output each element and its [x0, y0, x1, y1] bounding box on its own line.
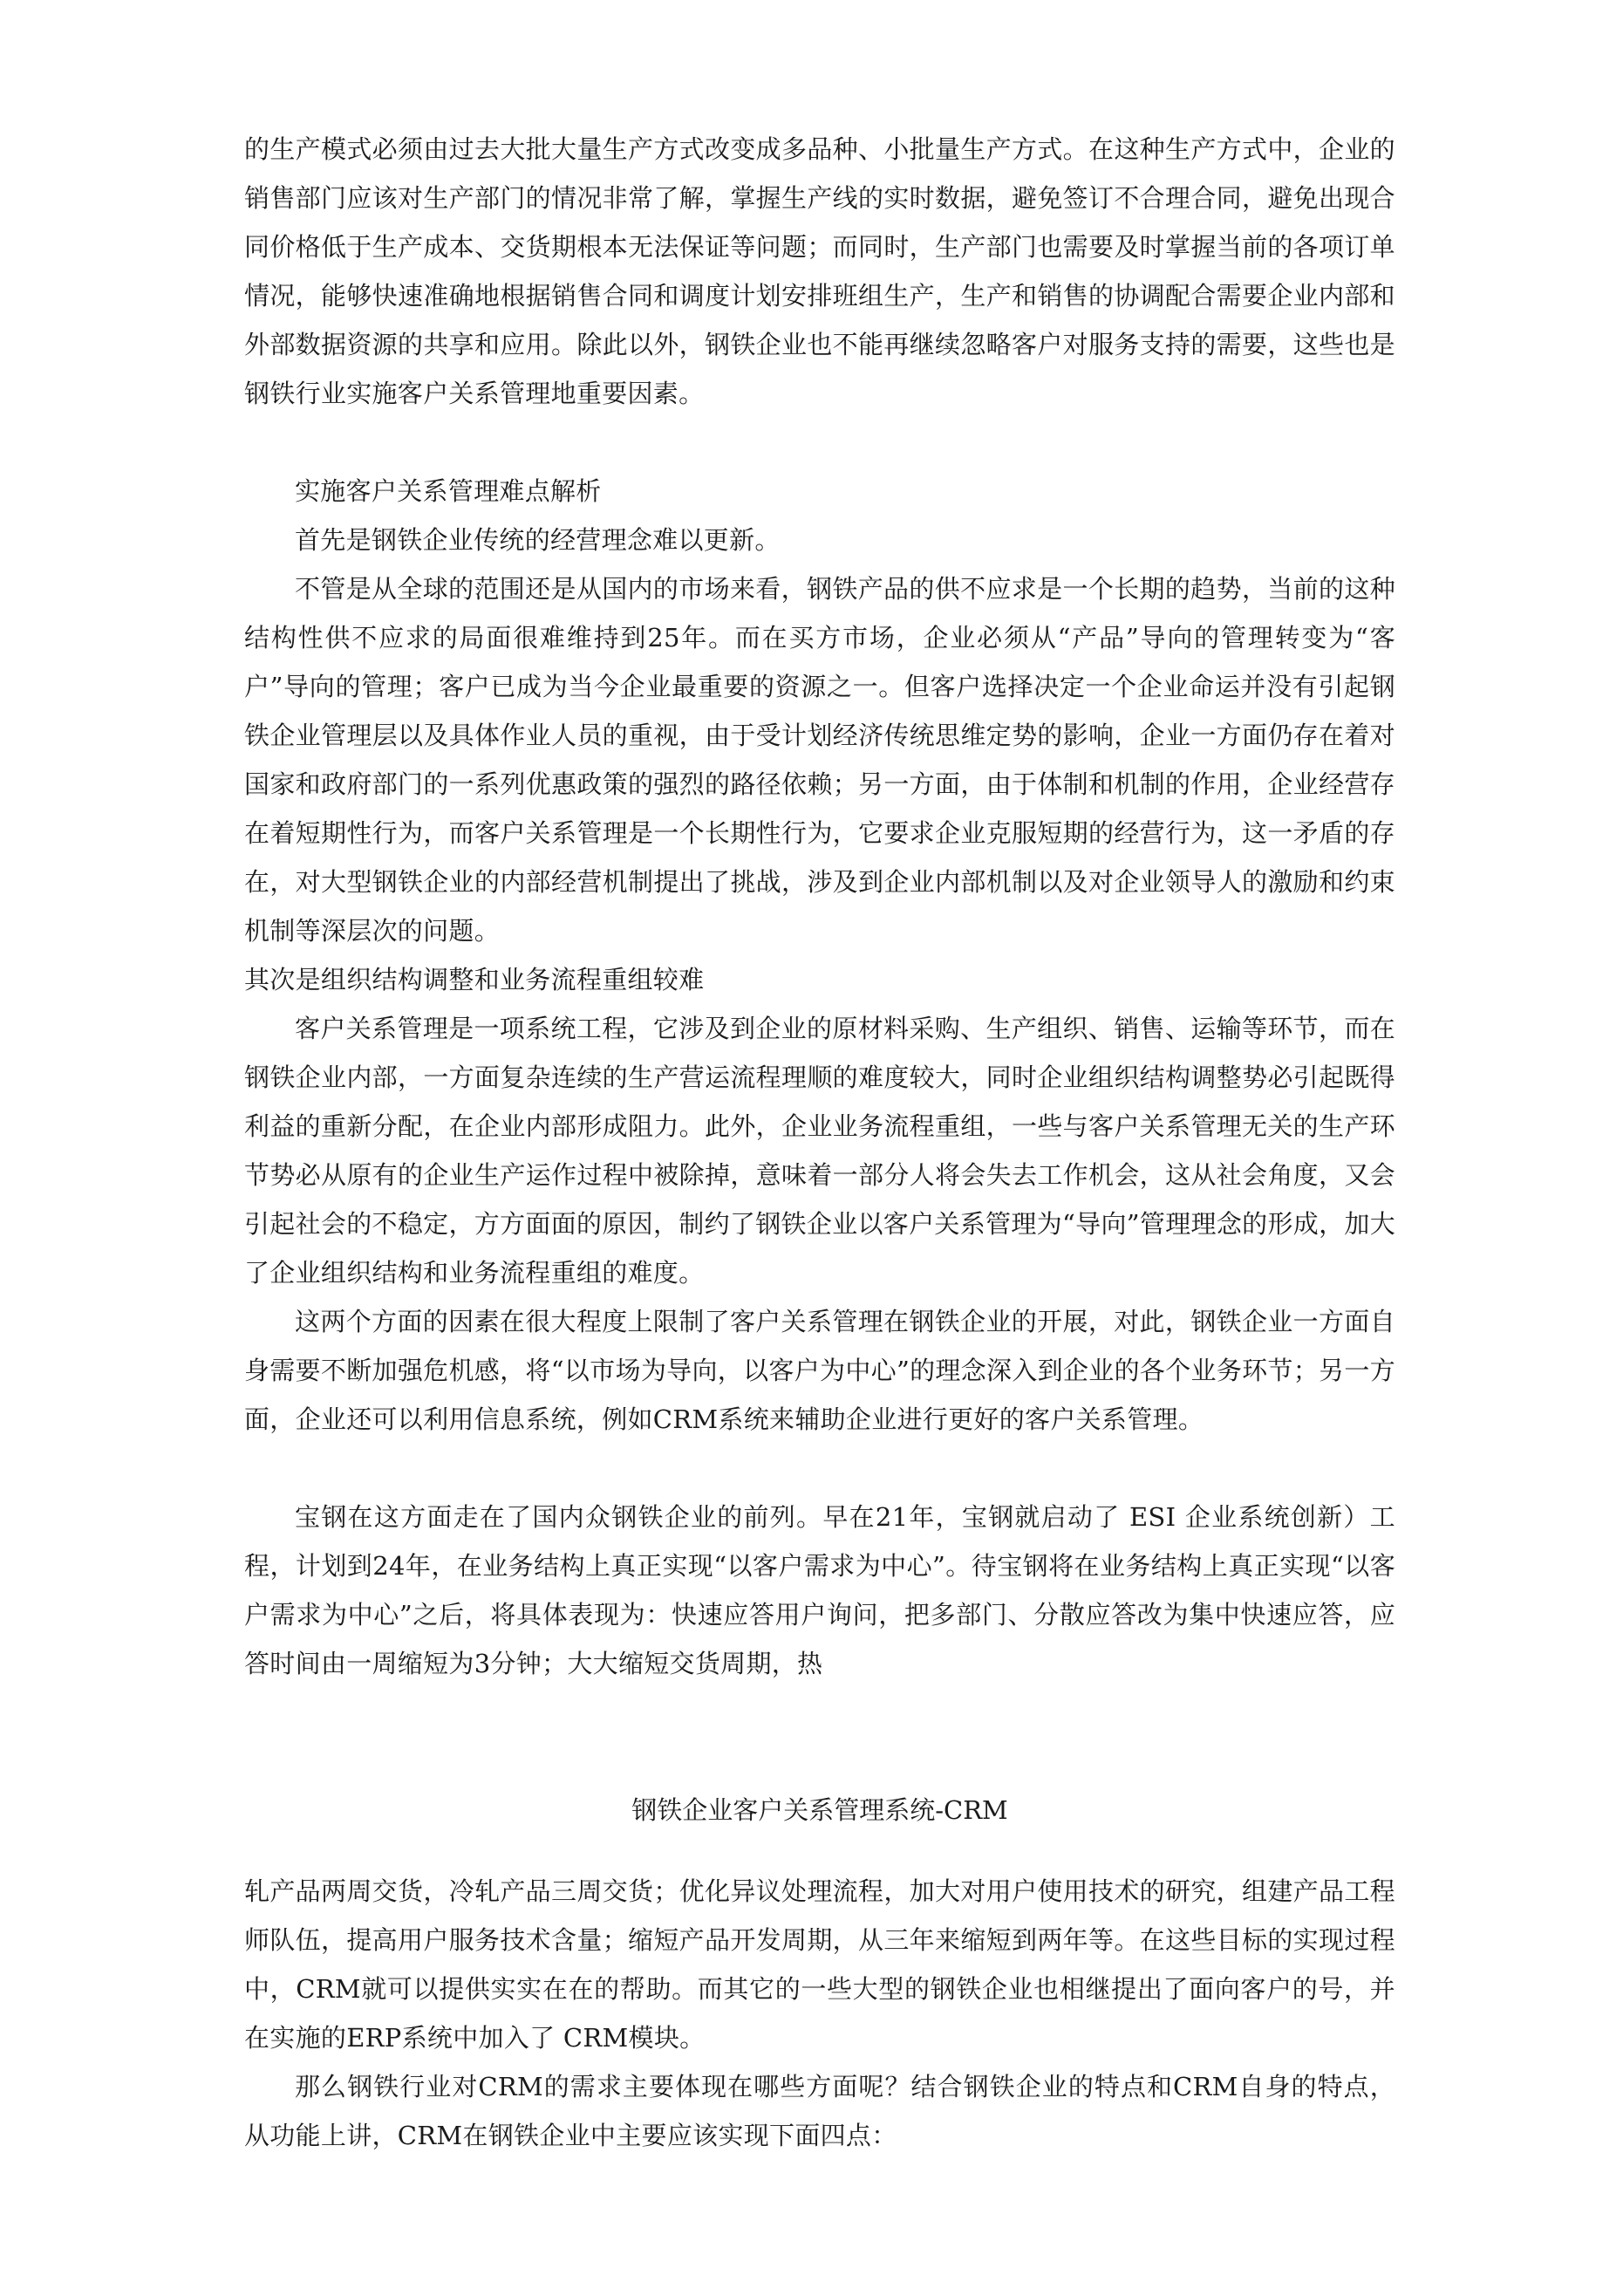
paragraph-baosteel: 宝钢在这方面走在了国内众钢铁企业的前列。早在21年，宝钢就启动了 ESI 企业系统创新）工程，计划到24年，在业务结构上真正实现“以客户需求为中心”。待宝钢将在业务结构上真正实现“以客户需求为中心”之后，将具体表现为：快速应答用户询问，把多部门、分散应答改为集中快速应答，应答时间由一周缩短为3分钟；大大缩短交货周期，热 [244, 1502, 1395, 1678]
paragraph-production-mode: 的生产模式必须由过去大批大量生产方式改变成多品种、小批量生产方式。在这种生产方式中，企业的销售部门应该对生产部门的情况非常了解，掌握生产线的实时数据，避免签订不合理合同，避免出现合同价格低于生产成本、交货期根本无法保证等问题；而同时，生产部门也需要及时掌握当前的各项订单情况，能够快速准确地根据销售合同和调度计划安排班组生产，生产和销售的协调配合需要企业内部和外部数据资源的共享和应用。除此以外，钢铁企业也不能再继续忽略客户对服务支持的需要，这些也是钢铁行业实施客户关系管理地重要因素。 [244, 134, 1395, 408]
page-footer-title: 钢铁企业客户关系管理系统-CRM [631, 1795, 1008, 1825]
paragraph-hot-rolled: 轧产品两周交货，冷轧产品三周交货；优化异议处理流程，加大对用户使用技术的研究，组建产品工程师队伍，提高用户服务技术含量；缩短产品开发周期，从三年来缩短到两年等。在这些目标的实现过程中，CRM就可以提供实实在在的帮助。而其它的一些大型的钢铁企业也相继提出了面向客户的号，并在实施的ERP系统中加入了 CRM模块。 [244, 1876, 1395, 2053]
paragraph-two-factors: 这两个方面的因素在很大程度上限制了客户关系管理在钢铁企业的开展，对此，钢铁企业一方面自身需要不断加强危机感，将“以市场为导向，以客户为中心”的理念深入到企业的各个业务环节；另一方面，企业还可以利用信息系统，例如CRM系统来辅助企业进行更好的客户关系管理。 [244, 1307, 1395, 1434]
paragraph-crm-needs: 那么钢铁行业对CRM的需求主要体现在哪些方面呢？结合钢铁企业的特点和CRM自身的特点，从功能上讲，CRM在钢铁企业中主要应该实现下面四点： [244, 2072, 1395, 2150]
paragraph-supply-demand: 不管是从全球的范围还是从国内的市场来看，钢铁产品的供不应求是一个长期的趋势，当前的这种结构性供不应求的局面很难维持到25年。而在买方市场，企业必须从“产品”导向的管理转变为“客户”导向的管理；客户已成为当今企业最重要的资源之一。但客户选择决定一个企业命运并没有引起钢铁企业管理层以及具体作业人员的重视，由于受计划经济传统思维定势的影响，企业一方面仍存在着对国家和政府部门的一系列优惠政策的强烈的路径依赖；另一方面，由于体制和机制的作用，企业经营存在着短期性行为，而客户关系管理是一个长期性行为，它要求企业克服短期的经营行为，这一矛盾的存在，对大型钢铁企业的内部经营机制提出了挑战，涉及到企业内部机制以及对企业领导人的激励和约束机制等深层次的问题。 [244, 574, 1395, 946]
section-heading-difficulties: 实施客户关系管理难点解析 [295, 476, 602, 506]
paragraph-system-engineering: 客户关系管理是一项系统工程，它涉及到企业的原材料采购、生产组织、销售、运输等环节，而在钢铁企业内部，一方面复杂连续的生产营运流程理顺的难度较大，同时企业组织结构调整势必引起既得利益的重新分配，在企业内部形成阻力。此外，企业业务流程重组，一些与客户关系管理无关的生产环节势必从原有的企业生产运作过程中被除掉，意味着一部分人将会失去工作机会，这从社会角度，又会引起社会的不稳定，方方面面的原因，制约了钢铁企业以客户关系管理为“导向”管理理念的形成，加大了企业组织结构和业务流程重组的难度。 [244, 1014, 1395, 1288]
paragraph-first-point: 首先是钢铁企业传统的经营理念难以更新。 [295, 525, 781, 555]
paragraph-second-point: 其次是组织结构调整和业务流程重组较难 [244, 965, 705, 994]
